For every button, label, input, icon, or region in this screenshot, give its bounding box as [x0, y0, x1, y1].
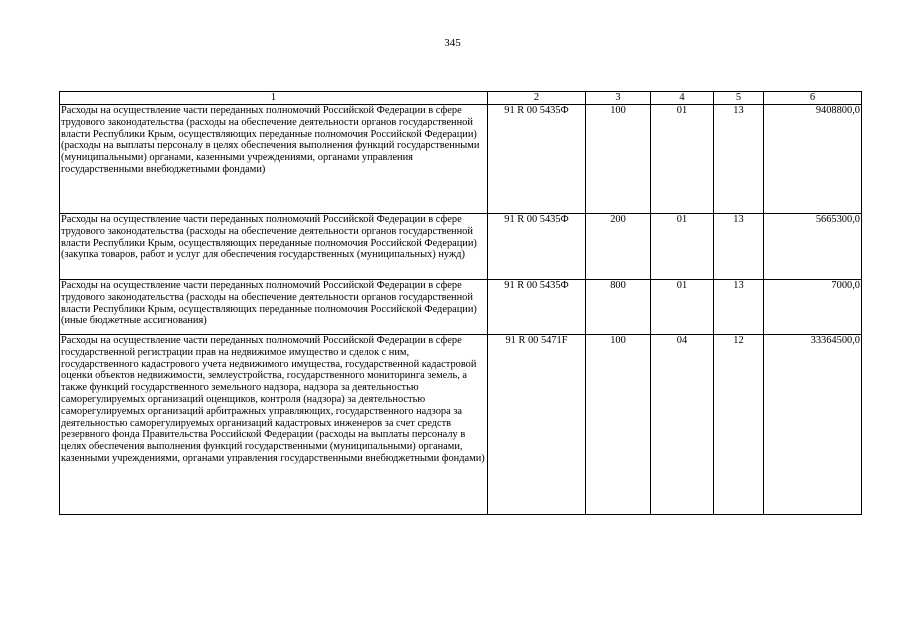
table-row [60, 214, 862, 280]
row-kvr: 200 [586, 214, 651, 280]
column-header-6: 6 [764, 92, 862, 105]
row-rz: 01 [651, 105, 714, 214]
row-rz: 04 [651, 335, 714, 515]
row-description: Расходы на осуществление части переданных полномочий Российской Федерации в сфере трудового законодательства (расходы на обеспечение деятельности органов государственной власти Республики Крым, осуществляющих переданные полномочия Российской Федерации) (иные бюджетные ассигнования) [60, 280, 488, 335]
row-amount: 33364500,0 [764, 335, 862, 515]
row-pr: 12 [714, 335, 764, 515]
column-header-5: 5 [714, 92, 764, 105]
row-amount: 5665300,0 [764, 214, 862, 280]
column-header-1: 1 [60, 92, 488, 105]
row-pr: 13 [714, 214, 764, 280]
column-header-2: 2 [488, 92, 586, 105]
column-header-4: 4 [651, 92, 714, 105]
row-rz: 01 [651, 214, 714, 280]
row-rz: 01 [651, 280, 714, 335]
row-amount: 9408800,0 [764, 105, 862, 214]
row-code: 91 R 00 5435Ф [488, 280, 586, 335]
table-row [60, 335, 862, 515]
row-description: Расходы на осуществление части переданных полномочий Российской Федерации в сфере трудового законодательства (расходы на обеспечение деятельности органов государственной власти Республики Крым, осуществляющих переданные полномочия Российской Федерации) (расходы на выплаты персоналу в целях обеспечения выполнения функций государственными (муниципальными) органами, казенными учреждениями, органами управления государственными внебюджетными фондами) [60, 105, 488, 214]
row-kvr: 800 [586, 280, 651, 335]
row-code: 91 R 00 5471F [488, 335, 586, 515]
page-number: 345 [444, 37, 461, 49]
header-row [60, 92, 862, 105]
row-code: 91 R 00 5435Ф [488, 105, 586, 214]
budget-table [59, 91, 862, 515]
row-pr: 13 [714, 280, 764, 335]
row-kvr: 100 [586, 335, 651, 515]
column-header-3: 3 [586, 92, 651, 105]
row-description: Расходы на осуществление части переданных полномочий Российской Федерации в сфере государственной регистрации прав на недвижимое имущество и сделок с ним, государственного кадастрового учета недвижимого имущества, государственной кадастровой оценки объектов недвижимости, землеустройства, государственного мониторинга земель, а также функций государственного земельного надзора, надзора за деятельностью саморегулируемых организаций оценщиков, контроля (надзора) за деятельностью саморегулируемых организаций арбитражных управляющих, государственного надзора за деятельностью саморегулируемых организаций кадастровых инженеров за счет средств резервного фонда Правительства Российской Федерации (расходы на выплаты персоналу в целях обеспечения выполнения функций государственными (муниципальными) органами, казенными учреждениями, органами управления государственными внебюджетными фондами) [60, 335, 488, 515]
table-row [60, 105, 862, 214]
row-description: Расходы на осуществление части переданных полномочий Российской Федерации в сфере трудового законодательства (расходы на обеспечение деятельности органов государственной власти Республики Крым, осуществляющих переданные полномочия Российской Федерации) (закупка товаров, работ и услуг для обеспечения государственных (муниципальных) нужд) [60, 214, 488, 280]
row-code: 91 R 00 5435Ф [488, 214, 586, 280]
row-amount: 7000,0 [764, 280, 862, 335]
row-pr: 13 [714, 105, 764, 214]
table-row [60, 280, 862, 335]
row-kvr: 100 [586, 105, 651, 214]
